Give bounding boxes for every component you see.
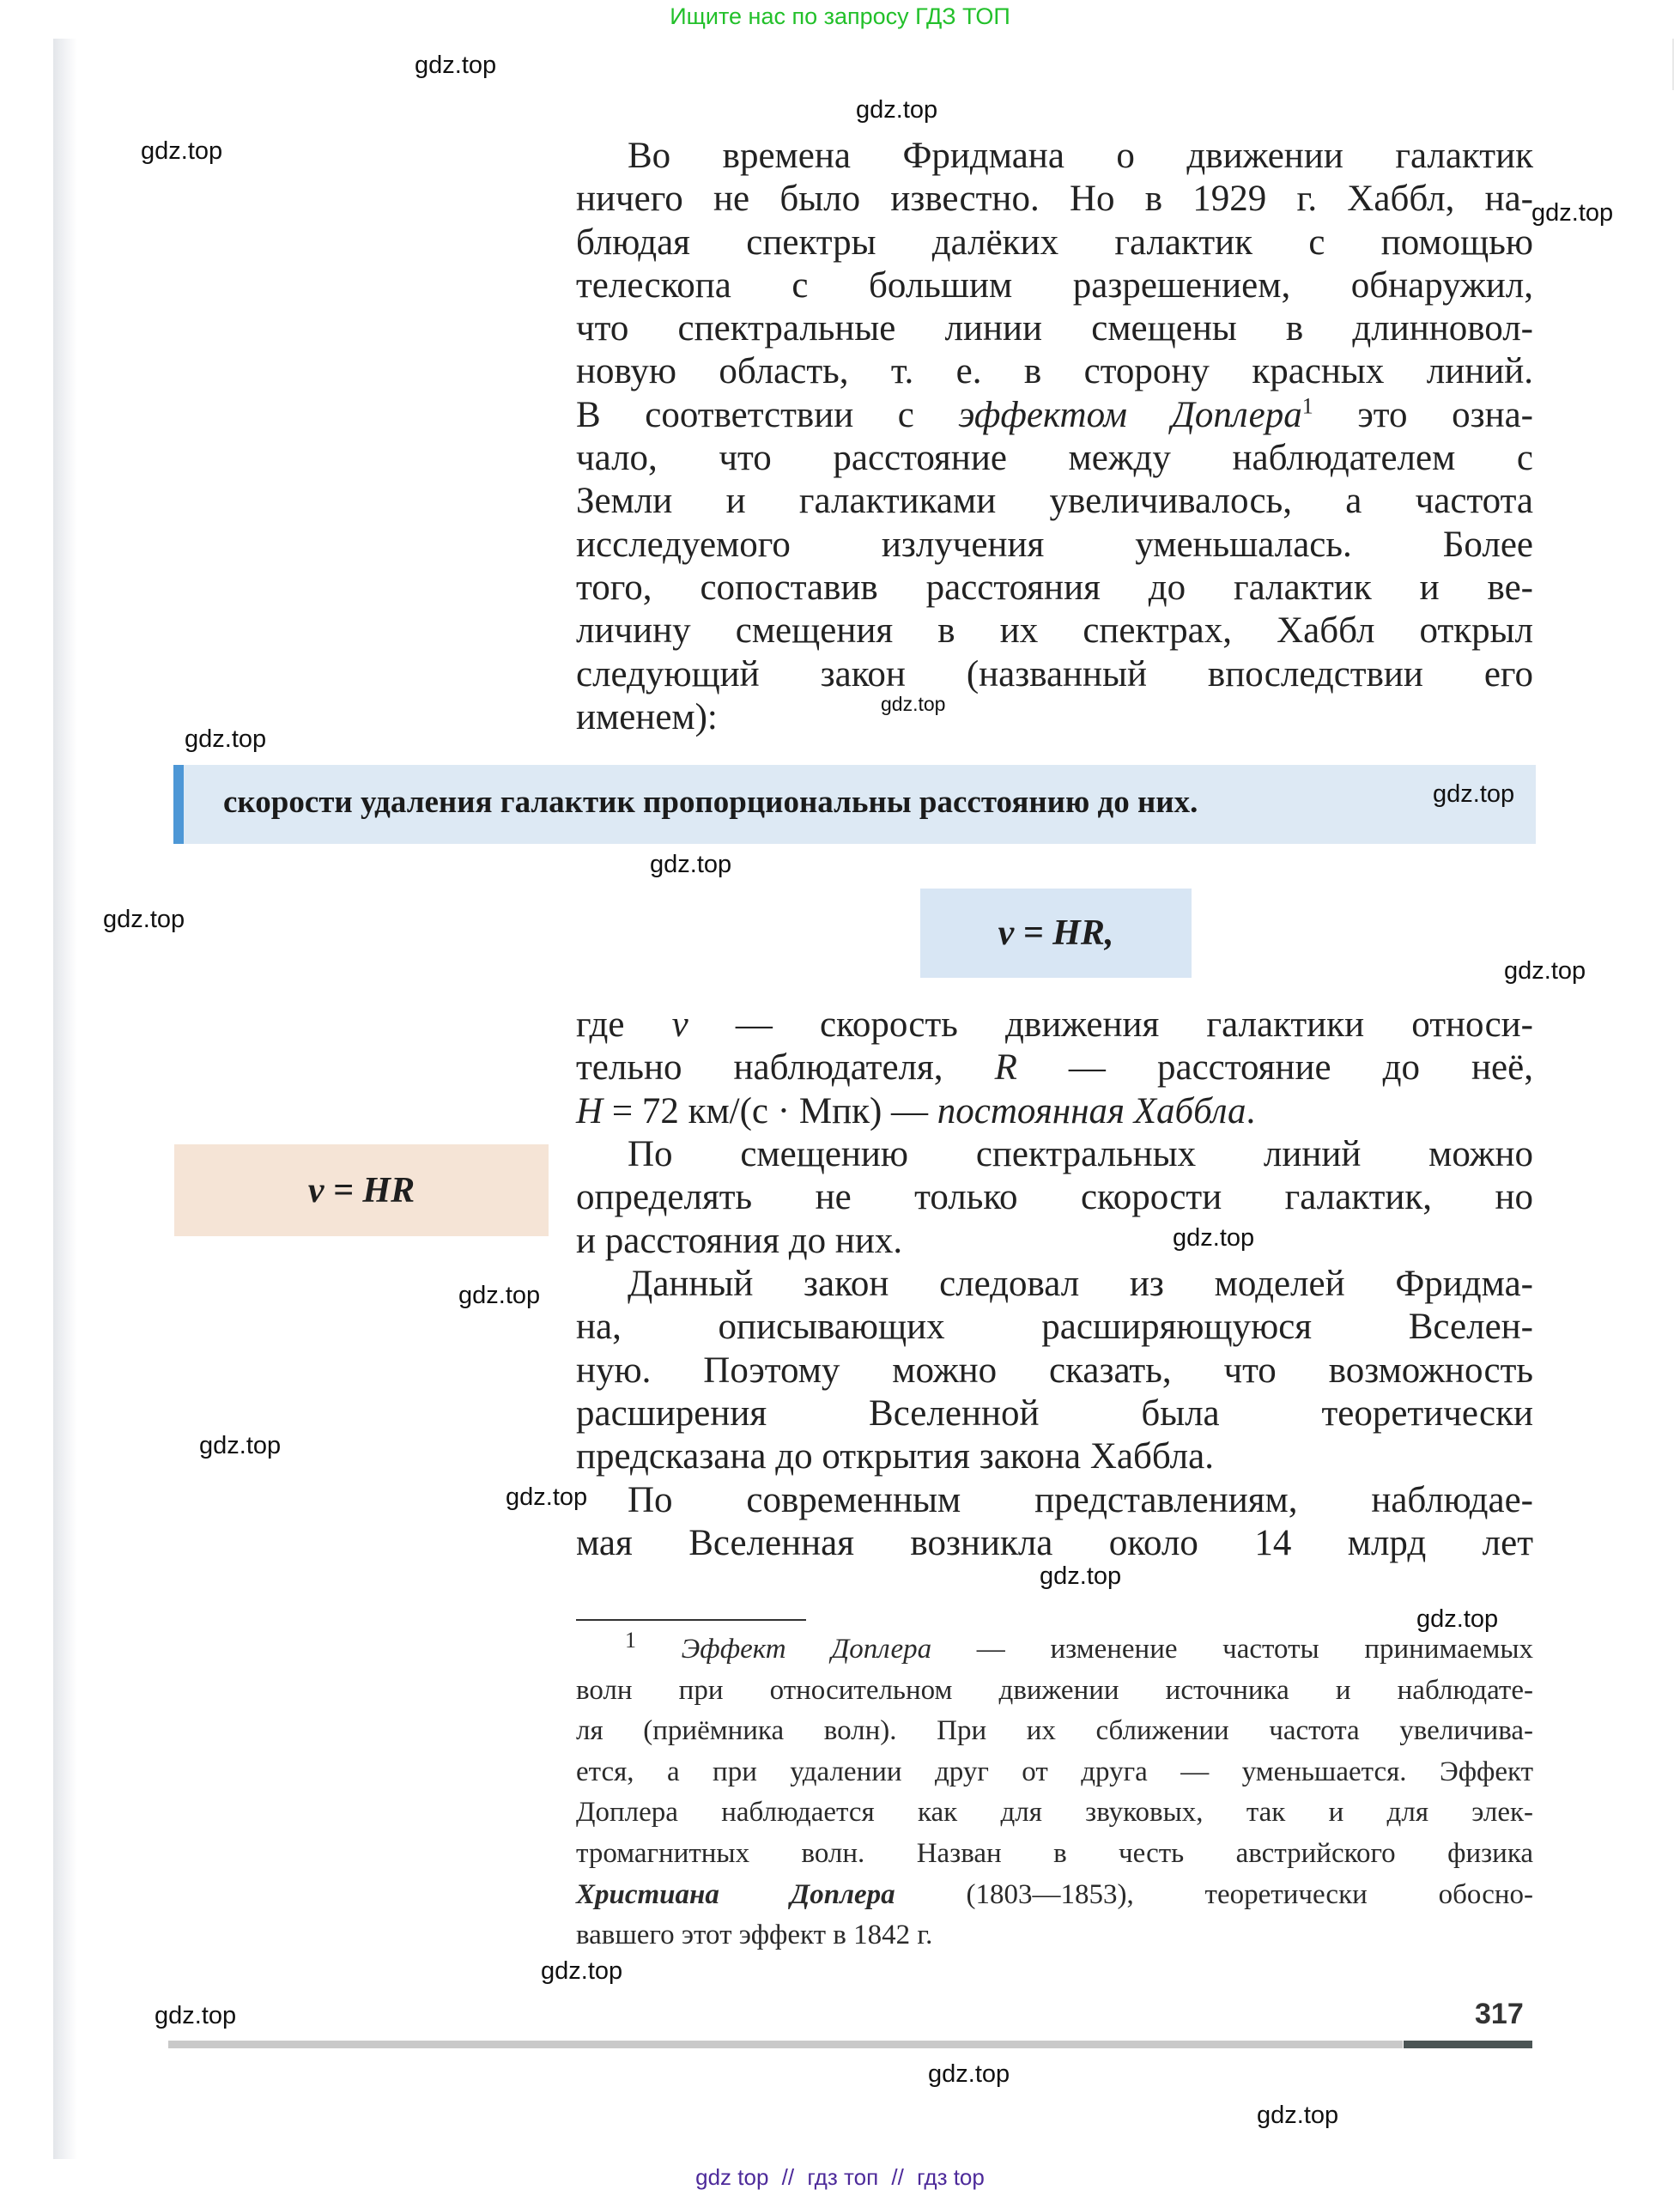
doppler-effect-term: эффектом Доплера xyxy=(958,394,1302,435)
text-segment: — скорость движения галактики относи- xyxy=(688,1004,1533,1045)
watermark: gdz.top xyxy=(415,52,497,79)
text-segment: . xyxy=(1246,1090,1256,1131)
watermark: gdz.top xyxy=(1173,1224,1255,1252)
formula-text: v = HR, xyxy=(998,913,1114,953)
watermark: gdz.top xyxy=(185,725,267,753)
law-text: скорости удаления галактик пропорциональны расстоянию до них. xyxy=(223,785,1198,820)
watermark: gdz.top xyxy=(1416,1605,1499,1633)
footer-separator: // xyxy=(891,2164,904,2190)
text-line xyxy=(576,1004,1533,1046)
watermark: gdz.top xyxy=(458,1282,541,1309)
variable-h: H xyxy=(576,1090,603,1131)
variable-r: R xyxy=(994,1047,1017,1089)
text-segment: = 72 км/(с · Мпк) — xyxy=(603,1090,937,1131)
page-shadow xyxy=(53,39,77,2159)
page-footer-bar xyxy=(168,2041,1403,2048)
text-line: Земли и галактиками увеличивалось, а частота xyxy=(576,481,1533,522)
text-line: определять не только скорости галактик, но xyxy=(576,1177,1533,1218)
text-line xyxy=(576,1046,1533,1089)
text-line: блюдая спектры далёких галактик с помощью xyxy=(576,221,1533,263)
text-segment: В соответствии с xyxy=(576,394,959,435)
watermark: gdz.top xyxy=(199,1432,282,1459)
footnote-ref[interactable]: 1 xyxy=(1301,393,1313,419)
footnote-line: вавшего этот эффект в 1842 г. xyxy=(576,1920,933,1951)
text-line xyxy=(576,394,1533,437)
formula-definitions xyxy=(576,1004,1533,1133)
footer-link[interactable]: гдз top xyxy=(917,2164,985,2190)
footnote-line xyxy=(576,1629,1533,1671)
watermark: gdz.top xyxy=(1531,199,1614,227)
text-line: следующий закон (названный впоследствии его xyxy=(576,653,1533,695)
hubble-formula xyxy=(920,889,1192,978)
hubble-law-statement xyxy=(173,765,1536,844)
watermark: gdz.top xyxy=(650,851,732,878)
hubble-constant-term: постоянная Хаббла xyxy=(937,1090,1246,1131)
text-line: личину смещения в их спектрах, Хаббл открыл xyxy=(576,610,1533,652)
footer-separator: // xyxy=(781,2164,795,2190)
text-line: Данный закон следовал из моделей Фридма- xyxy=(628,1264,1533,1304)
text-line: исследуемого излучения уменьшалась. Более xyxy=(576,524,1533,565)
text-line: По современным представлениям, наблюдае- xyxy=(628,1480,1533,1520)
footnote-line: ется, а при удалении друг от друга — уменьшается. Эффект xyxy=(576,1756,1533,1787)
footnote-divider xyxy=(576,1619,806,1621)
watermark: gdz.top xyxy=(881,693,946,715)
footnote-line: волн при относительном движении источника и наблюдате- xyxy=(576,1674,1533,1706)
watermark: gdz.top xyxy=(141,137,223,165)
text-line xyxy=(576,1090,1533,1133)
variable-v: v xyxy=(671,1004,688,1045)
text-segment: — расстояние до неё, xyxy=(1016,1047,1533,1089)
watermark: gdz.top xyxy=(1257,2102,1339,2129)
text-line: того, сопоставив расстояния до галактик и ве- xyxy=(576,567,1533,608)
search-banner: Ищите нас по запросу ГДЗ ТОП xyxy=(670,3,1010,29)
footnote xyxy=(576,1629,1533,1956)
text-line: ную. Поэтому можно сказать, что возможность xyxy=(576,1350,1533,1391)
page-footer-bar-accent xyxy=(1404,2041,1532,2048)
text-line: и расстояния до них. xyxy=(576,1220,903,1261)
text-line: чало, что расстояние между наблюдателем с xyxy=(576,438,1533,479)
text-line: на, описывающих расширяющуюся Вселен- xyxy=(576,1307,1533,1348)
footnote-line: тромагнитных волн. Назван в честь австрийского физика xyxy=(576,1837,1533,1869)
watermark: gdz.top xyxy=(1504,957,1586,985)
text-line: телескопа с большим разрешением, обнаружил, xyxy=(576,264,1533,306)
footnote-line: ля (приёмника волн). При их сближении частота увеличива- xyxy=(576,1715,1533,1747)
footnote-term: Эффект Доплера xyxy=(681,1634,932,1665)
text-line: ничего не было известно. Но в 1929 г. Хаббл, на- xyxy=(576,179,1533,220)
text-line: расширения Вселенной была теоретически xyxy=(576,1392,1533,1434)
footer-link[interactable]: гдз топ xyxy=(807,2164,879,2190)
paragraph-4 xyxy=(576,1479,1533,1566)
text-segment: — изменение частоты принимаемых xyxy=(931,1634,1534,1665)
watermark: gdz.top xyxy=(928,2060,1010,2088)
text-segment: это озна- xyxy=(1313,394,1533,435)
watermark: gdz.top xyxy=(155,2002,237,2029)
text-segment: где xyxy=(576,1004,672,1045)
text-line: предсказана до открытия закона Хаббла. xyxy=(576,1436,1214,1477)
footer-link[interactable]: gdz top xyxy=(695,2164,769,2190)
side-formula-box xyxy=(174,1144,549,1236)
paragraph-1 xyxy=(576,135,1533,739)
doppler-name: Христиана Доплера xyxy=(576,1878,895,1910)
footnote-marker: 1 xyxy=(625,1628,636,1653)
text-line: мая Вселенная возникла около 14 млрд лет xyxy=(576,1523,1533,1564)
text-line: Во времена Фридмана о движении галактик xyxy=(628,136,1533,176)
page-number: 317 xyxy=(1475,1998,1524,2030)
text-line: что спектральные линии смещены в длинновол- xyxy=(576,308,1533,349)
footnote-line: Доплера наблюдается как для звуковых, так и для элек- xyxy=(576,1797,1533,1829)
watermark: gdz.top xyxy=(856,96,938,124)
text-line: По смещению спектральных линий можно xyxy=(628,1134,1533,1174)
watermark: gdz.top xyxy=(1040,1562,1122,1590)
paragraph-3 xyxy=(576,1263,1533,1478)
footer-links xyxy=(0,2164,1680,2191)
text-segment: (1803—1853), теоретически обосно- xyxy=(895,1878,1533,1910)
text-line: новую область, т. е. в сторону красных линий. xyxy=(576,351,1533,392)
text-segment: тельно наблюдателя, xyxy=(576,1047,995,1089)
accent-bar xyxy=(173,765,184,844)
watermark: gdz.top xyxy=(103,906,185,933)
footnote-line xyxy=(576,1875,1533,1916)
watermark: gdz.top xyxy=(1433,780,1515,808)
watermark: gdz.top xyxy=(541,1957,623,1985)
text-line: именем): xyxy=(576,696,718,737)
formula-text: v = HR xyxy=(307,1170,415,1210)
watermark: gdz.top xyxy=(506,1483,588,1511)
page-edge xyxy=(1672,39,1674,90)
paragraph-2 xyxy=(576,1133,1533,1263)
